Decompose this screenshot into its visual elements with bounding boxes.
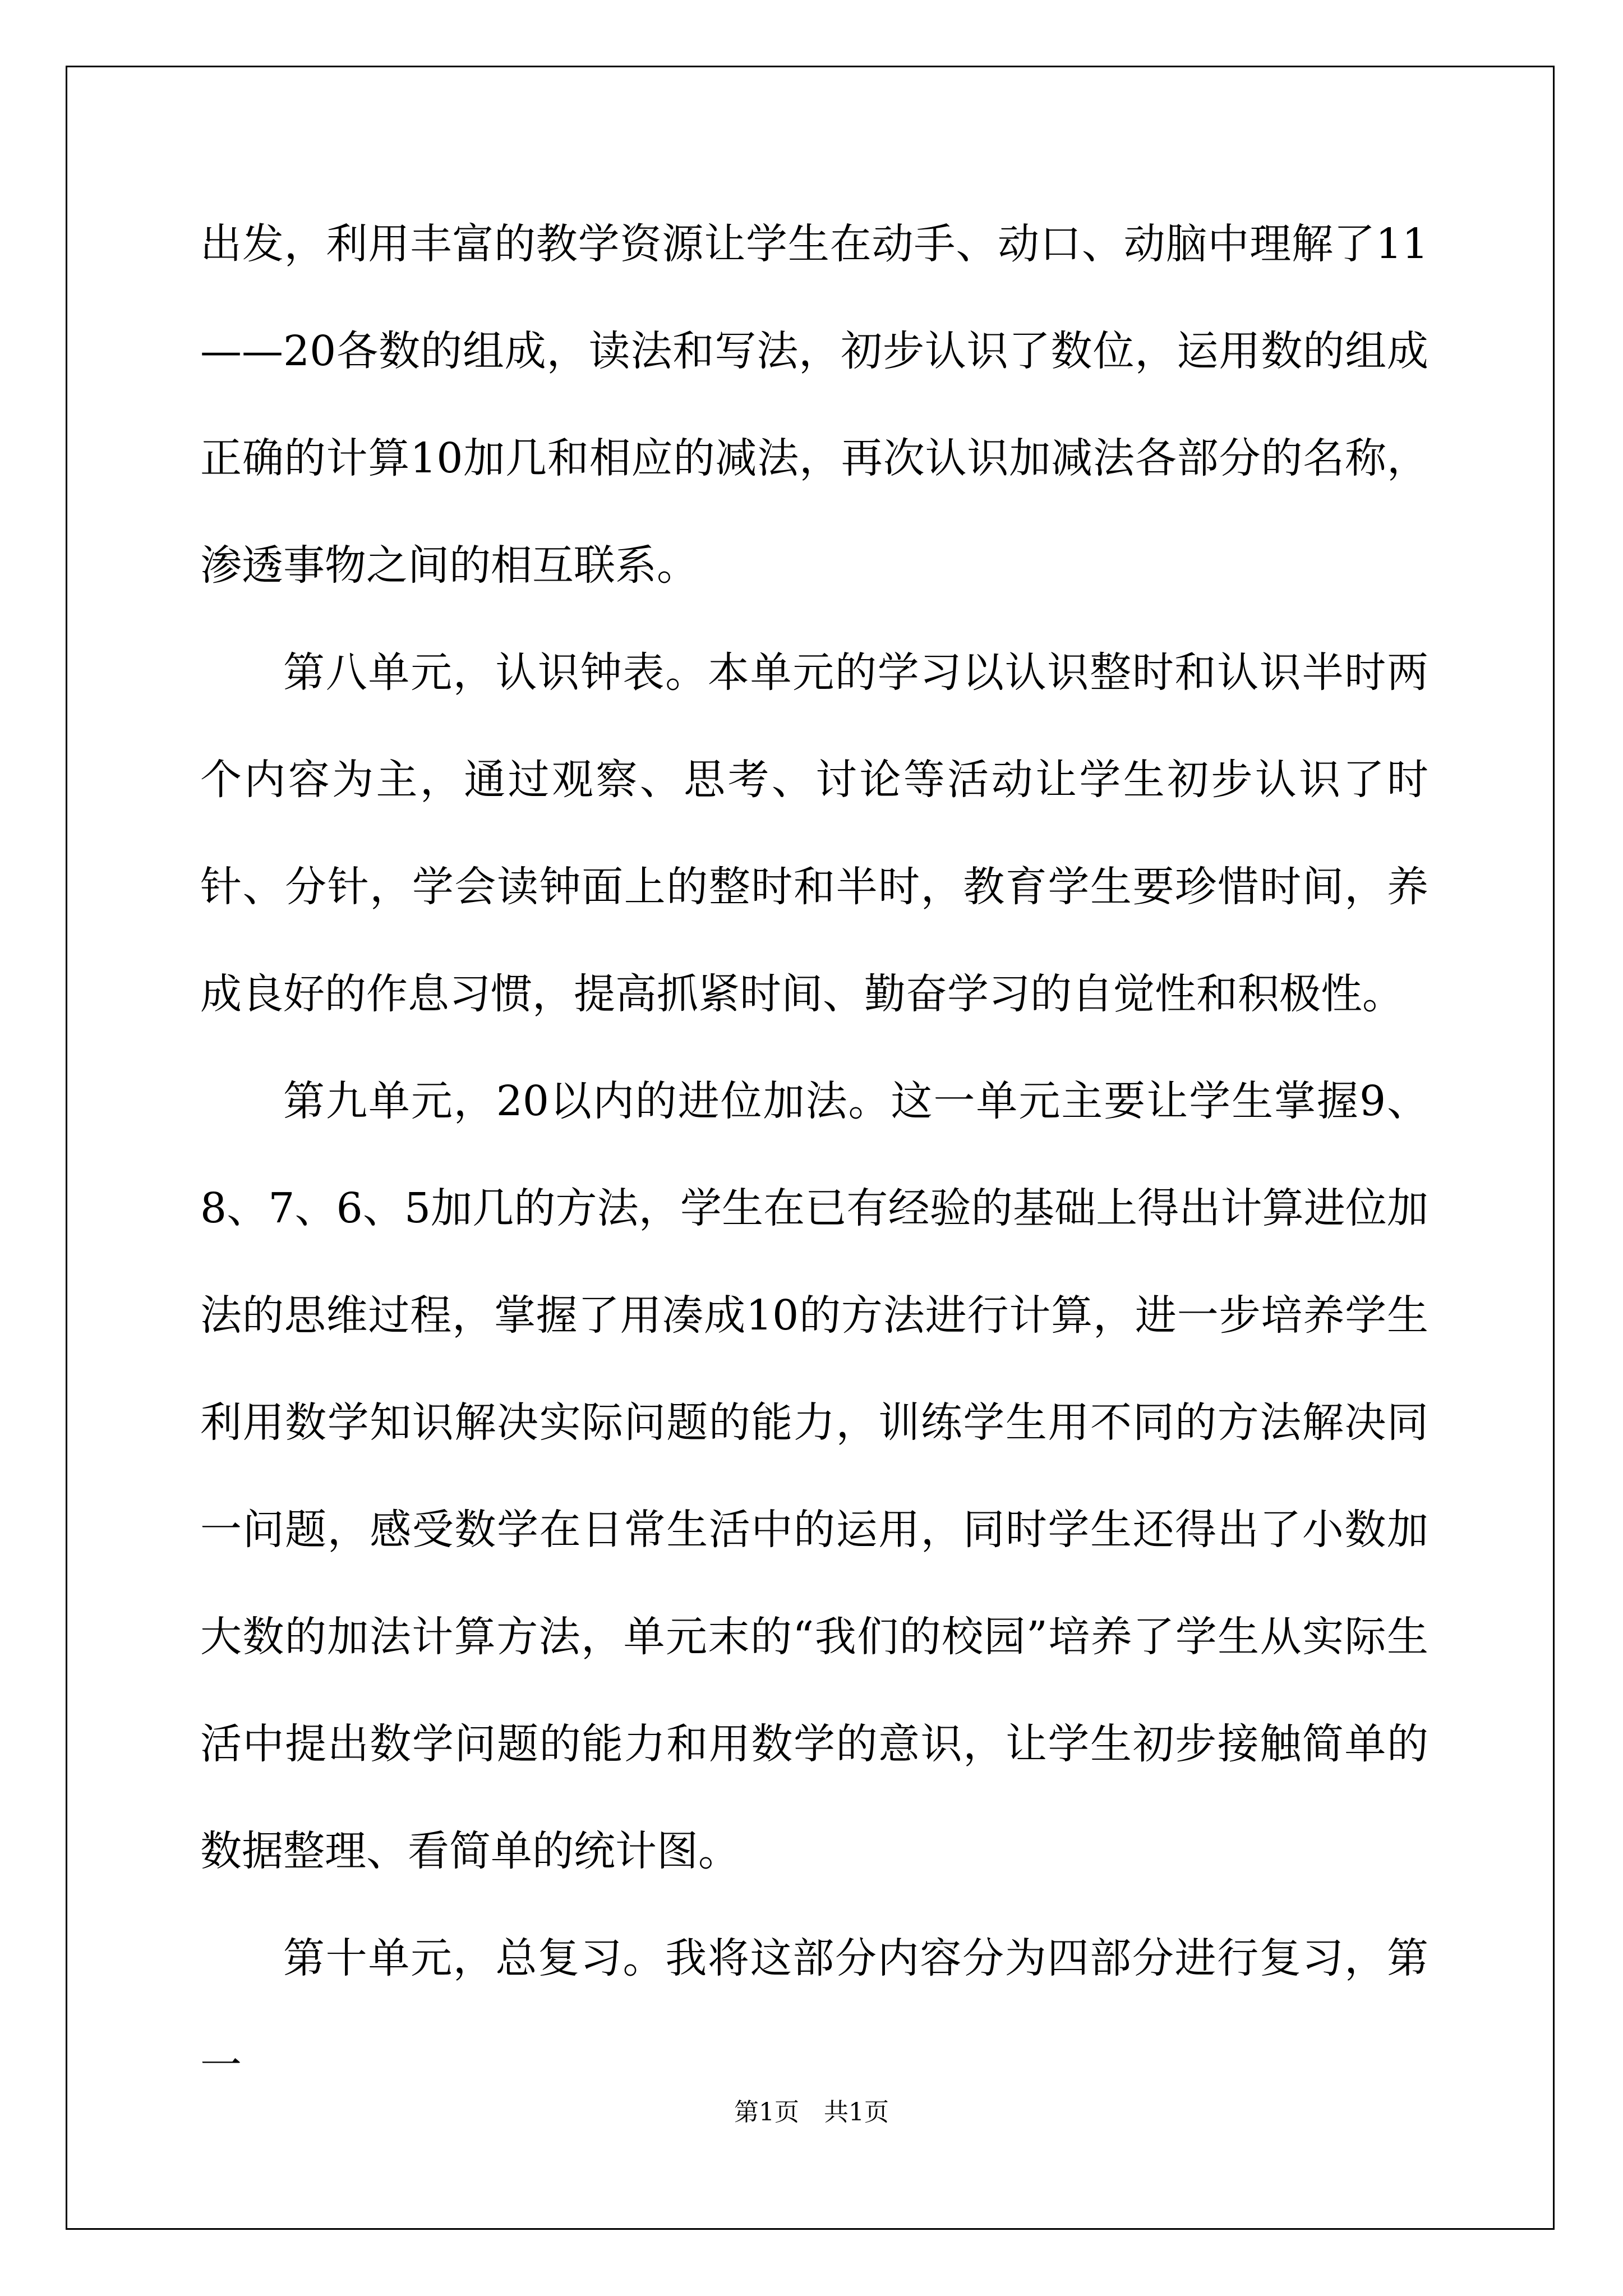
paragraph-continuation: 出发，利用丰富的教学资源让学生在动手、动口、动脑中理解了11——20各数的组成，读法和写法，初步认识了数位，运用数的组成正确的计算10加几和相应的减法，再次认识加减法各部分的名称，渗透事物之间的相互联系。 <box>200 220 1428 590</box>
paragraph-unit-10: 第十单元，总复习。我将这部分内容分为四部分进行复习，第一 <box>200 1934 1428 2090</box>
document-body <box>200 191 1428 2119</box>
paragraph-unit-9: 第九单元，20以内的进位加法。这一单元主要让学生掌握9、8、7、6、5加几的方法，学生在已有经验的基础上得出计算进位加法的思维过程，掌握了用凑成10的方法进行计算，进一步培养学生利用数学知识解决实际问题的能力，训练学生用不同的方法解决同一问题，感受数学在日常生活中的运用，同时学生还得出了小数加大数的加法计算方法，单元末的“我们的校园”培养了学生从实际生活中提出数学问题的能力和用数学的意识，让学生初步接触简单的数据整理、看简单的统计图。 <box>200 1077 1428 1875</box>
paragraph-unit-8: 第八单元，认识钟表。本单元的学习以认识整时和认识半时两个内容为主，通过观察、思考、讨论等活动让学生初步认识了时针、分针，学会读钟面上的整时和半时，教育学生要珍惜时间，养成良好的作息习惯，提高抓紧时间、勤奋学习的自觉性和积极性。 <box>200 648 1428 1018</box>
page-footer: 第1页 共1页 <box>734 2098 889 2127</box>
